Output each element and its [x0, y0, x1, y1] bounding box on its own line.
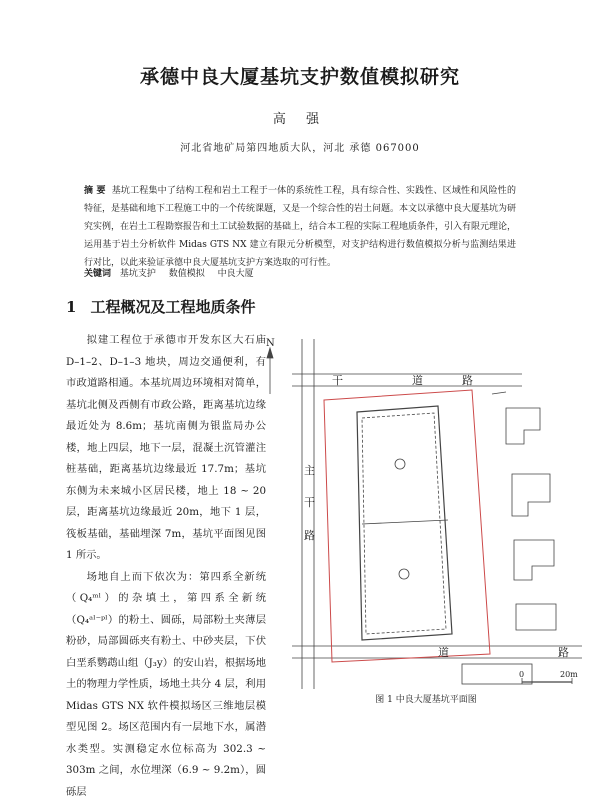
road-label: 干 — [304, 496, 315, 509]
road-label: 路 — [304, 529, 315, 542]
road-label: 道 — [438, 646, 449, 659]
abstract — [84, 182, 516, 272]
paragraph: 场地自上而下依次为：第四系全新统（Q₄ᵐˡ）的杂填土，第四系全新统（Q₄ᵃˡ⁻ᵖˡ）的粉土、圆砾，局部粉土夹薄层粉砂，局部圆砾夹有粉土、中砂夹层，下伏白垩系鹦鹉山组（J₃y）的安山岩，根据场地土的物理力学性质，场地土共分 4 层，利用 Midas GTS NX 软件模拟场区三维地层模型见图 2。场区范围内有一层地下水，属潜水类型。实测稳定水位标高为 302.3 ~ 303m 之间，水位埋深（6.9 ~ 9.2m），圆砾层 — [66, 567, 266, 803]
figure-caption: 图 1 中良大厦基坑平面图 — [262, 692, 590, 705]
north-label: N — [266, 338, 275, 349]
body-text — [66, 330, 266, 803]
keyword: 数值模拟 — [169, 269, 205, 279]
abstract-text: 基坑工程集中了结构工程和岩土工程于一体的系统性工程，具有综合性、实践性、区域性和风险性的特征，是基础和地下工程施工中的一个传统课题，又是一个综合性的岩土问题。本文以承德中良大厦基坑为研究实例，在岩土工程勘察报告和土工试验数据的基础上，结合本工程的实际工程地质条件，引入有限元理论，运用基于岩土分析软件 Midas GTS NX 建立有限元分析模型，对支护结构进行数值模拟分析与监测结果进行对比，以此来验证承德中良大厦基坑支护方案选取的可行性。 — [84, 186, 516, 268]
keywords-label: 关键词 — [84, 269, 111, 279]
road-label: 道 — [412, 374, 423, 387]
author-affiliation: 河北省地矿局第四地质大队，河北 承德 067000 — [0, 139, 600, 154]
scale-label-start: 0 — [519, 670, 524, 679]
keyword: 基坑支护 — [120, 269, 156, 279]
abstract-label: 摘 要 — [84, 186, 106, 196]
keywords — [84, 266, 516, 279]
site-plan-figure — [262, 334, 590, 694]
keyword: 中良大厦 — [218, 269, 254, 279]
section-number: 1 — [66, 298, 76, 316]
paragraph: 拟建工程位于承德市开发东区大石庙 D–1–2、D–1–3 地块，周边交通便利，有市政道路相通。本基坑周边环境相对简单，基坑北侧及西侧有市政公路，距离基坑边缘最近处为 8.6m；基坑南侧为银监局办公楼，地上四层，地下一层，混凝土沉管灌注桩基础，距离基坑边缘最近 17.7m；基坑东侧为未来城小区居民楼，地上 18 ~ 20 层，距离基坑边缘最近 20m，地下 1 层，筏板基础，基础埋深 7m，基坑平面图见图 1 所示。 — [66, 330, 266, 567]
road-label: 路 — [462, 374, 473, 387]
author-name: 高 强 — [0, 108, 600, 127]
road-label: 主 — [304, 464, 315, 477]
paper-title: 承德中良大厦基坑支护数值模拟研究 — [0, 62, 600, 89]
section-heading — [66, 296, 255, 317]
road-label: 干 — [332, 374, 343, 387]
site-plan-drawing — [262, 334, 590, 694]
scale-label-end: 20m — [560, 670, 578, 679]
road-label: 路 — [558, 646, 569, 659]
section-title: 工程概况及工程地质条件 — [90, 298, 255, 316]
